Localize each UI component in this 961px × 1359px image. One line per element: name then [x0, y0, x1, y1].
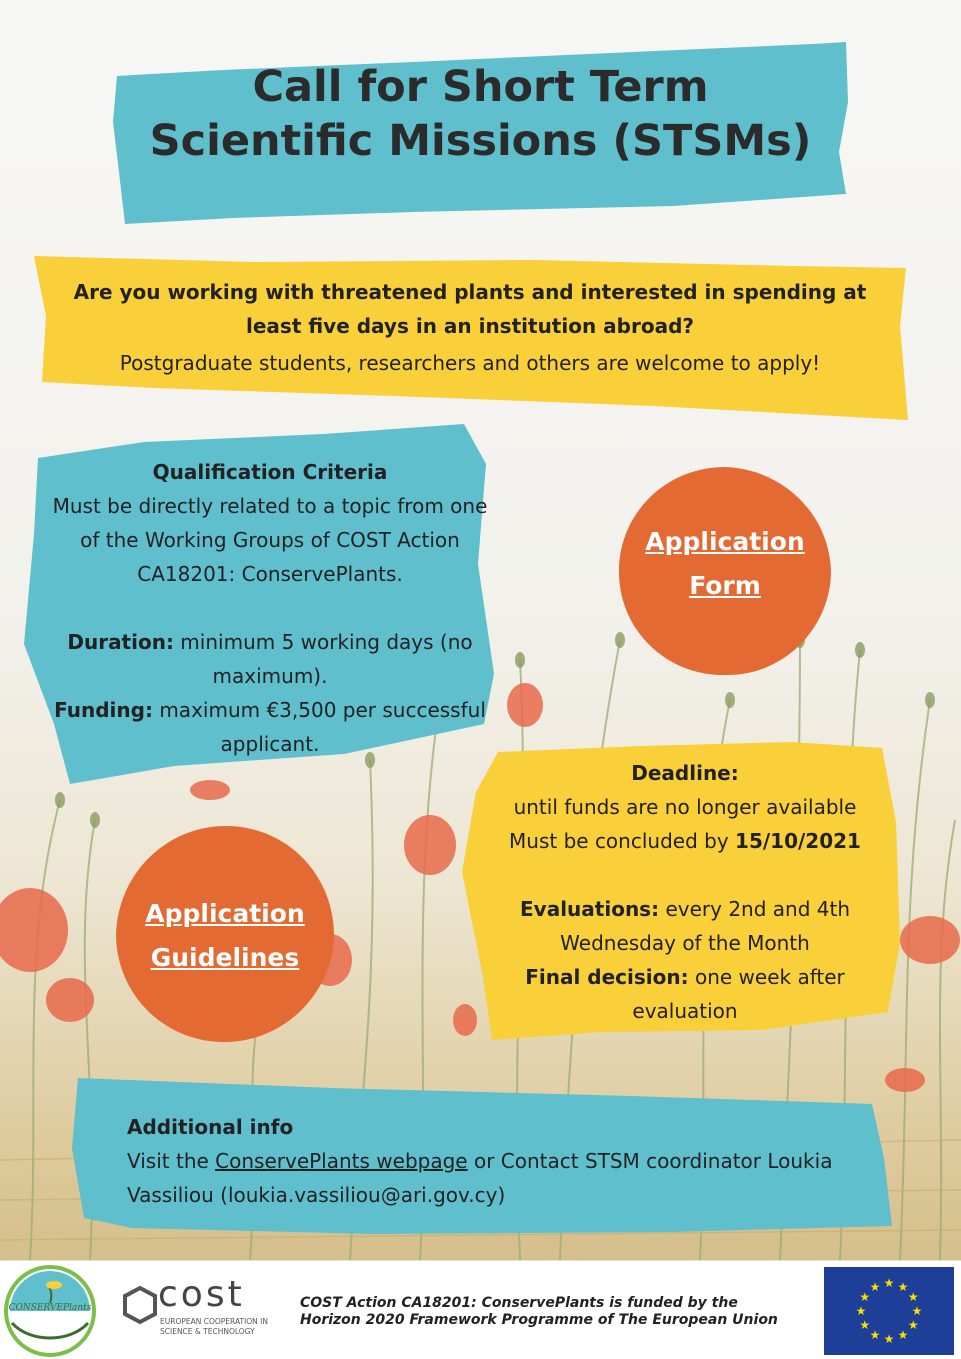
deadline-line-2	[470, 824, 900, 858]
conserveplants-logo-text: CONSERVEPlants	[8, 1303, 92, 1313]
additional-info-suffix: or Contact STSM coordinator Loukia Vassiliou (loukia.vassiliou@ari.gov.cy)	[127, 1149, 833, 1207]
eu-star-icon: ★	[859, 1290, 871, 1304]
conserveplants-webpage-link[interactable]: ConservePlants webpage	[215, 1149, 468, 1173]
intro-welcome: Postgraduate students, researchers and others are welcome to apply!	[119, 351, 821, 375]
title-line-1: Call for Short Term	[252, 62, 709, 112]
eu-star-icon: ★	[883, 1332, 895, 1346]
application-form-link[interactable]	[617, 520, 833, 608]
eu-star-icon: ★	[897, 1279, 909, 1294]
evaluations-line	[470, 892, 900, 960]
cost-tagline: EUROPEAN COOPERATION IN SCIENCE & TECHNOLOGY	[160, 1317, 269, 1336]
intro-question: Are you working with threatened plants and interested in spending at least five days in an institution abroad?	[73, 280, 867, 338]
page-title	[113, 60, 848, 168]
application-guidelines-line-2: Guidelines	[150, 943, 300, 972]
eu-star-icon: ★	[907, 1290, 919, 1304]
final-decision-value: one week after evaluation	[632, 965, 845, 1023]
evaluations-value: every 2nd and 4th Wednesday of the Month	[560, 897, 850, 955]
duration-line	[40, 625, 500, 693]
funding-line	[40, 693, 500, 761]
eu-star-icon: ★	[859, 1318, 871, 1332]
cost-logo-word: cost	[158, 1274, 245, 1315]
eu-star-icon: ★	[855, 1304, 867, 1318]
application-guidelines-link[interactable]	[114, 892, 336, 980]
additional-info-heading: Additional info	[127, 1115, 294, 1139]
additional-info-prefix: Visit the	[127, 1149, 216, 1173]
footer	[0, 1260, 961, 1359]
eu-star-icon: ★	[897, 1328, 909, 1343]
duration-label: Duration:	[67, 630, 174, 654]
deadline-line-2-prefix: Must be concluded by	[509, 829, 736, 853]
funding-value: maximum €3,500 per successful applicant.	[152, 698, 486, 756]
duration-value: minimum 5 working days (no maximum).	[173, 630, 473, 688]
deadline-date: 15/10/2021	[735, 829, 861, 853]
eu-star-icon: ★	[869, 1279, 881, 1294]
eu-flag-icon	[824, 1267, 954, 1355]
final-decision-line	[470, 960, 900, 1028]
deadline-text	[470, 756, 900, 1028]
additional-info-text	[127, 1110, 867, 1212]
qualification-body: Must be directly related to a topic from one of the Working Groups of COST Action CA18201: ConservePlants.	[52, 494, 488, 586]
evaluations-label: Evaluations:	[520, 897, 660, 921]
application-form-line-2: Form	[689, 571, 761, 600]
qualification-text	[40, 455, 500, 761]
funding-statement: COST Action CA18201: ConservePlants is funded by the Horizon 2020 Framework Programme of The European Union	[300, 1295, 778, 1328]
eu-star-icon: ★	[907, 1318, 919, 1332]
final-decision-label: Final decision:	[525, 965, 689, 989]
eu-star-icon: ★	[911, 1304, 923, 1318]
eu-star-icon: ★	[869, 1328, 881, 1343]
application-form-line-1: Application	[645, 527, 805, 556]
qualification-heading: Qualification Criteria	[152, 460, 388, 484]
title-line-2: Scientific Missions (STSMs)	[149, 116, 812, 166]
application-guidelines-line-1: Application	[145, 899, 305, 928]
eu-star-icon: ★	[883, 1276, 895, 1290]
cost-hexagon-icon	[120, 1285, 160, 1325]
deadline-heading: Deadline:	[631, 761, 739, 785]
funding-label: Funding:	[54, 698, 153, 722]
deadline-line-1: until funds are no longer available	[513, 795, 857, 819]
